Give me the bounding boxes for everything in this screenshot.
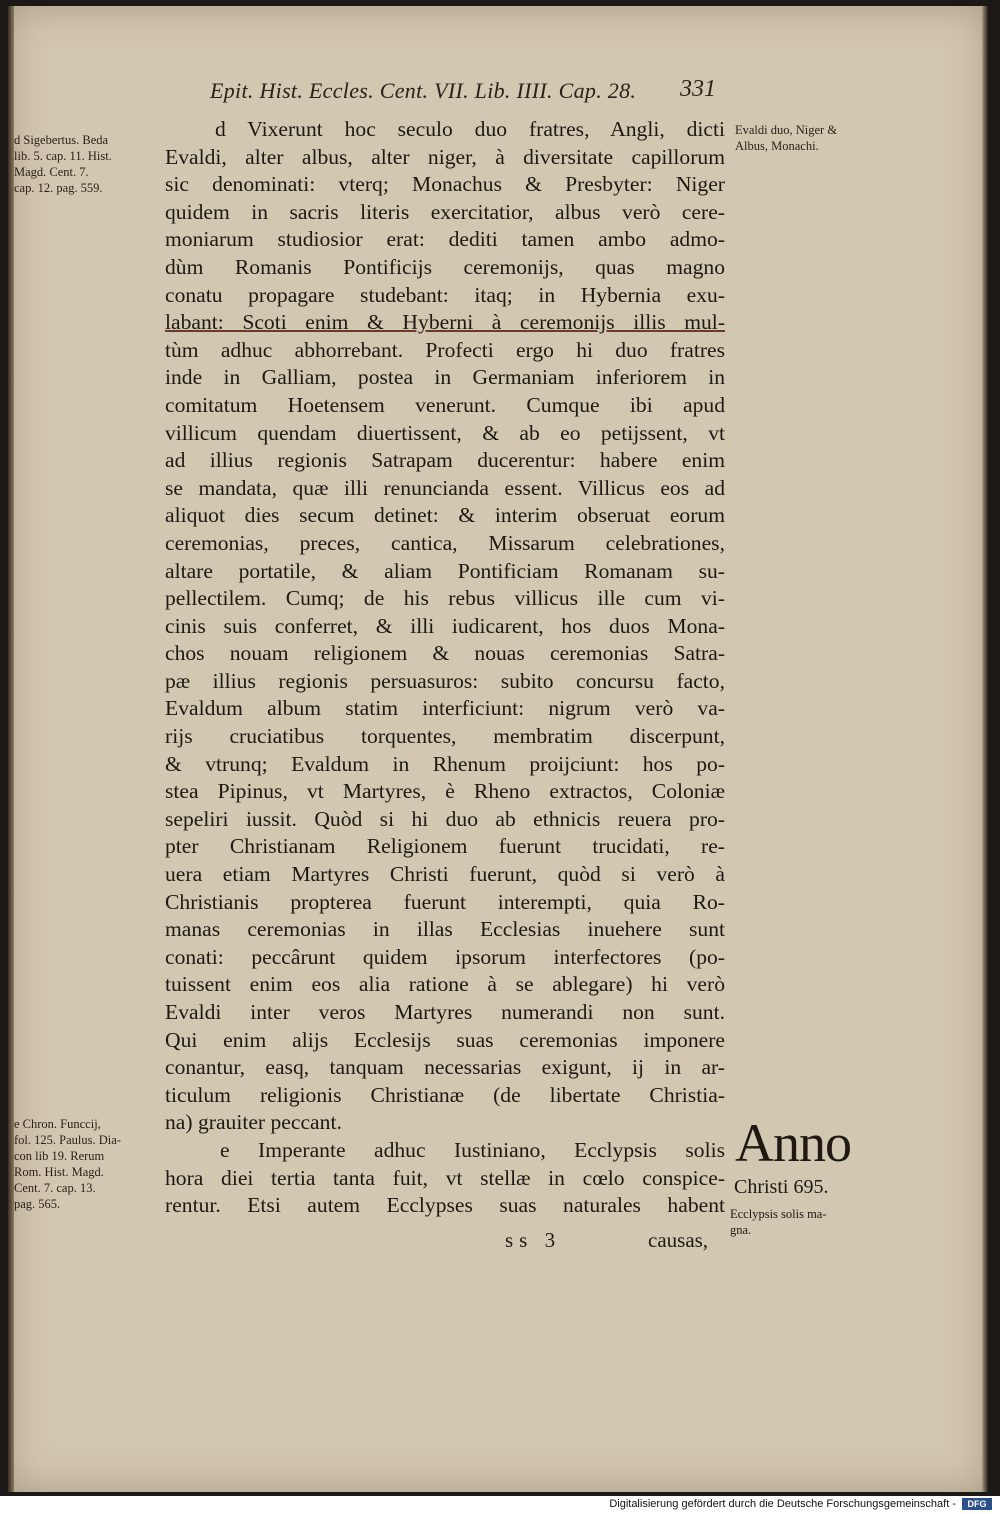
text-line: conatu propagare studebant: itaq; in Hybernia exu- [165, 282, 725, 307]
text-line: ticulum religionis Christianæ (de libertate Christia- [165, 1082, 725, 1107]
text-line: sepeliri iussit. Quòd si hi duo ab ethnicis reuera pro- [165, 806, 725, 831]
text-line: pellectilem. Cumq; de his rebus villicus ille cum vi- [165, 586, 725, 611]
text-line: villicum quendam diuertissent, & ab eo petijssent, vt [165, 420, 725, 445]
text-line: comitatum Hoetensem venerunt. Cumque ibi apud [165, 392, 725, 417]
margin-note-line: con lib 19. Rerum [14, 1149, 105, 1163]
footer-bar [0, 1496, 1000, 1514]
text-line: Qui enim alijs Ecclesijs suas ceremonias imponere [165, 1027, 725, 1052]
text-line: ceremonias, preces, cantica, Missarum celebrationes, [165, 530, 725, 555]
text-line: altare portatile, & aliam Pontificiam Romanam su- [165, 558, 725, 583]
margin-note-line: Albus, Monachi. [735, 139, 819, 153]
text-line: d Vixerunt hoc seculo duo fratres, Angli, dicti [215, 117, 725, 141]
text-line: Christianis propterea fuerunt interempti, quia Ro- [165, 889, 725, 914]
margin-note-line: Cent. 7. cap. 13. [14, 1181, 96, 1195]
dfg-logo-icon: DFG [962, 1498, 992, 1510]
text-line: stea Pipinus, vt Martyres, è Rheno extractos, Coloniæ [165, 779, 725, 804]
text-line: na) grauiter peccant. [165, 1110, 342, 1135]
text-line: Evaldi, alter albus, alter niger, à diversitate capillorum [165, 144, 725, 169]
margin-note-line: lib. 5. cap. 11. Hist. [14, 149, 112, 163]
margin-note-eclipse [730, 1206, 827, 1238]
margin-note-line: Evaldi duo, Niger & [735, 123, 838, 137]
text-line: conantur, easq, tanquam necessarias exigunt, ij in ar- [165, 1055, 725, 1080]
text-line: tùm adhuc abhorrebant. Profecti ergo hi duo fratres [165, 337, 725, 362]
text-line: labant: Scoti enim & Hyberni à ceremonijs illis mul- [165, 310, 725, 335]
margin-note-evaldi [735, 122, 895, 154]
margin-note-line: Rom. Hist. Magd. [14, 1165, 104, 1179]
text-line: quidem in sacris literis exercitatior, albus verò cere- [165, 199, 725, 224]
text-line: hora diei tertia tanta fuit, vt stellæ in cœlo conspice- [165, 1165, 725, 1190]
text-line: sic denominati: vterq; Monachus & Presbyter: Niger [165, 172, 725, 197]
page-left-edge [8, 6, 14, 1492]
text-line: tuissent enim eos alia ratione à se ablegare) hi verò [165, 972, 725, 997]
margin-note-line: fol. 125. Paulus. Dia- [14, 1133, 121, 1147]
text-line: se mandata, quæ illi renuncianda essent. Villicus eos ad [165, 475, 725, 500]
text-line: Evaldi inter veros Martyres numerandi non sunt. [165, 1000, 725, 1024]
text-line: e Imperante adhuc Iustiniano, Ecclypsis solis [220, 1137, 725, 1162]
running-title: Epit. Hist. Eccles. Cent. VII. Lib. IIII. Cap. 28. [210, 78, 637, 103]
text-line: ad illius regionis Satrapam ducerentur: habere enim [165, 448, 725, 473]
text-line: rentur. Etsi autem Ecclypses suas naturales habent [165, 1193, 725, 1218]
text-line: & vtrunq; Evaldum in Rhenum proijciunt: hos po- [165, 751, 725, 776]
catchword: causas, [648, 1228, 709, 1252]
anno-year: Christi 695. [734, 1176, 829, 1198]
text-line: conati: peccârunt quidem ipsorum interfectores (po- [165, 944, 725, 969]
margin-note-line: e Chron. Funccij, [14, 1117, 101, 1131]
text-line: aliquot dies secum detinet: & interim obseruat eorum [165, 503, 725, 528]
margin-note-line: Magd. Cent. 7. [14, 165, 89, 179]
margin-note-line: d Sigebertus. Beda [14, 133, 109, 147]
text-line: inde in Galliam, postea in Germaniam inferiorem in [165, 365, 725, 390]
margin-note-line: pag. 565. [14, 1197, 61, 1211]
main-text-block [165, 116, 725, 1220]
margin-note-line: gna. [730, 1223, 752, 1237]
text-line: rijs cruciatibus torquentes, membratim discerpunt, [165, 724, 725, 749]
funding-credit: Digitalisierung gefördert durch die Deutsche Forschungsgemeinschaft - [609, 1498, 956, 1510]
text-line: cinis suis conferret, & illi iudicarent, hos duos Mona- [165, 613, 725, 638]
text-line: dùm Romanis Pontificijs ceremonijs, quas magno [165, 254, 725, 279]
margin-note-d [14, 132, 160, 196]
text-line: uera etiam Martyres Christi fuerunt, quòd si verò à [165, 862, 725, 887]
page-number: 331 [680, 76, 716, 102]
text-line: moniarum studiosior erat: dediti tamen ambo admo- [165, 227, 725, 252]
text-line: chos nouam religionem & nouas ceremonias Satra- [165, 641, 725, 666]
page-right-edge [982, 6, 988, 1492]
anno-heading: Anno [735, 1113, 851, 1173]
margin-note-line: cap. 12. pag. 559. [14, 181, 103, 195]
text-line: Evaldum album statim interficiunt: nigrum verò va- [165, 696, 725, 721]
signature-mark: ss 3 [505, 1228, 562, 1252]
text-line: pæ illius regionis persuasuros: subito concursu facto, [165, 668, 725, 693]
text-line: manas ceremonias in illas Ecclesias inuehere sunt [165, 917, 725, 942]
margin-note-e [14, 1116, 160, 1212]
margin-note-line: Ecclypsis solis ma- [730, 1207, 827, 1221]
text-line: pter Christianam Religionem fuerunt trucidati, re- [165, 834, 725, 859]
